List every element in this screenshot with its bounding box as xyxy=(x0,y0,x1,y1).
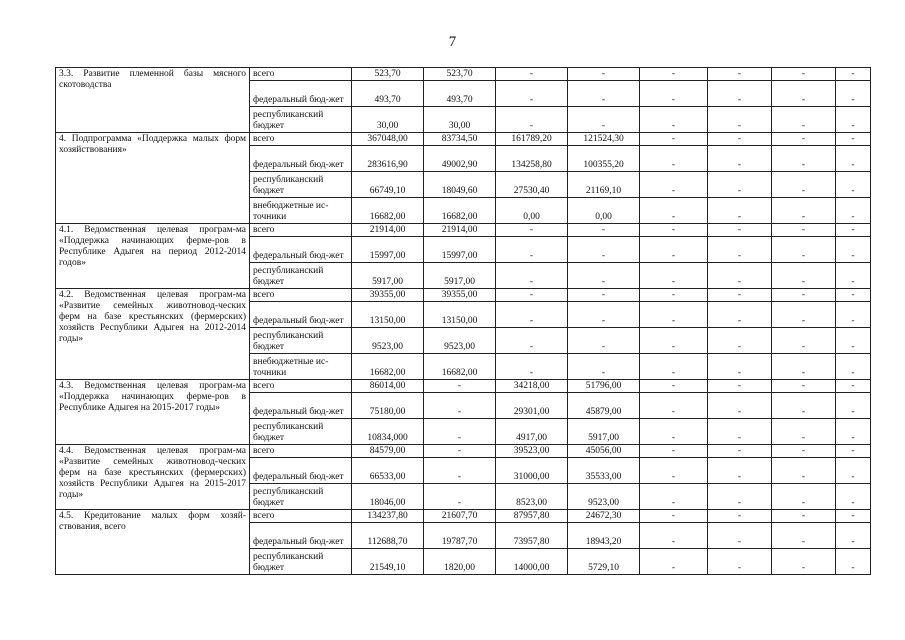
total-value: 5917,00 xyxy=(352,263,424,289)
value-cell: - xyxy=(836,393,871,419)
value-cell: 0,00 xyxy=(568,198,640,224)
value-cell: 39355,00 xyxy=(424,289,496,302)
funding-source: внебюджетные ис-точники xyxy=(250,198,352,224)
funding-source: всего xyxy=(250,224,352,237)
value-cell: - xyxy=(772,224,836,237)
value-cell: - xyxy=(424,380,496,393)
value-cell: - xyxy=(708,198,772,224)
value-cell: - xyxy=(568,328,640,354)
value-cell: - xyxy=(496,237,568,263)
value-cell: - xyxy=(708,354,772,380)
total-value: 10834,000 xyxy=(352,419,424,445)
value-cell: - xyxy=(708,172,772,198)
table-row xyxy=(56,289,871,302)
value-cell: - xyxy=(836,172,871,198)
total-value: 21914,00 xyxy=(352,224,424,237)
value-cell: - xyxy=(640,302,708,328)
value-cell: - xyxy=(708,263,772,289)
value-cell: 1820,00 xyxy=(424,549,496,575)
total-value: 84579,00 xyxy=(352,445,424,458)
total-value: 39355,00 xyxy=(352,289,424,302)
value-cell: 16682,00 xyxy=(424,354,496,380)
total-value: 66749,10 xyxy=(352,172,424,198)
funding-source: федеральный бюд-жет xyxy=(250,302,352,328)
table-row xyxy=(56,445,871,458)
value-cell: - xyxy=(836,484,871,510)
value-cell: - xyxy=(772,328,836,354)
program-name: 4.2. Ведомственная целевая програм-ма «Развитие семейных животновод-ческих ферм на базе крестьянских (фермерских) хозяйств Республики Адыгея на 2012-2014 годы» xyxy=(56,289,250,380)
value-cell: - xyxy=(640,224,708,237)
value-cell: 14000,00 xyxy=(496,549,568,575)
funding-source: всего xyxy=(250,133,352,146)
total-value: 30,00 xyxy=(352,107,424,133)
program-name: 4.5. Кредитование малых форм хозяй-ствования, всего xyxy=(56,510,250,575)
total-value: 18046,00 xyxy=(352,484,424,510)
value-cell: - xyxy=(640,523,708,549)
value-cell: - xyxy=(772,484,836,510)
value-cell: - xyxy=(772,289,836,302)
value-cell: 21607,70 xyxy=(424,510,496,523)
funding-source: всего xyxy=(250,510,352,523)
value-cell: - xyxy=(640,354,708,380)
value-cell: - xyxy=(640,198,708,224)
value-cell: - xyxy=(708,523,772,549)
value-cell: - xyxy=(640,419,708,445)
funding-source: республиканский бюджет xyxy=(250,263,352,289)
value-cell: - xyxy=(496,263,568,289)
value-cell: - xyxy=(424,484,496,510)
value-cell: 13150,00 xyxy=(424,302,496,328)
value-cell: - xyxy=(772,302,836,328)
value-cell: - xyxy=(708,393,772,419)
value-cell: 27530,40 xyxy=(496,172,568,198)
value-cell: - xyxy=(708,133,772,146)
funding-source: федеральный бюд-жет xyxy=(250,458,352,484)
value-cell: - xyxy=(568,289,640,302)
value-cell: - xyxy=(496,289,568,302)
value-cell: - xyxy=(708,458,772,484)
funding-source: всего xyxy=(250,289,352,302)
value-cell: - xyxy=(424,393,496,419)
value-cell: - xyxy=(772,393,836,419)
funding-source: республиканский бюджет xyxy=(250,549,352,575)
value-cell: - xyxy=(568,107,640,133)
value-cell: - xyxy=(708,549,772,575)
value-cell: - xyxy=(708,328,772,354)
funding-source: республиканский бюджет xyxy=(250,172,352,198)
value-cell: - xyxy=(708,302,772,328)
value-cell: - xyxy=(772,263,836,289)
value-cell: 5729,10 xyxy=(568,549,640,575)
value-cell: - xyxy=(836,68,871,81)
value-cell: 29301,00 xyxy=(496,393,568,419)
value-cell: - xyxy=(772,81,836,107)
value-cell: - xyxy=(836,237,871,263)
value-cell: - xyxy=(772,549,836,575)
value-cell: 15997,00 xyxy=(424,237,496,263)
funding-source: всего xyxy=(250,68,352,81)
value-cell: 18943,20 xyxy=(568,523,640,549)
value-cell: - xyxy=(496,328,568,354)
funding-source: республиканский бюджет xyxy=(250,419,352,445)
value-cell: - xyxy=(640,107,708,133)
value-cell: 39523,00 xyxy=(496,445,568,458)
value-cell: 9523,00 xyxy=(424,328,496,354)
value-cell: - xyxy=(568,224,640,237)
value-cell: - xyxy=(640,68,708,81)
funding-source: федеральный бюд-жет xyxy=(250,237,352,263)
total-value: 493,70 xyxy=(352,81,424,107)
table-row xyxy=(56,68,871,81)
value-cell: - xyxy=(772,198,836,224)
value-cell: - xyxy=(496,107,568,133)
value-cell: - xyxy=(640,484,708,510)
value-cell: - xyxy=(836,133,871,146)
value-cell: 83734,50 xyxy=(424,133,496,146)
value-cell: - xyxy=(836,198,871,224)
value-cell: 8523,00 xyxy=(496,484,568,510)
funding-source: федеральный бюд-жет xyxy=(250,523,352,549)
funding-source: федеральный бюд-жет xyxy=(250,81,352,107)
value-cell: - xyxy=(708,289,772,302)
funding-source: республиканский бюджет xyxy=(250,484,352,510)
value-cell: - xyxy=(568,68,640,81)
value-cell: 100355,20 xyxy=(568,146,640,172)
value-cell: - xyxy=(496,354,568,380)
value-cell: - xyxy=(772,237,836,263)
value-cell: 21914,00 xyxy=(424,224,496,237)
value-cell: - xyxy=(496,224,568,237)
value-cell: - xyxy=(424,458,496,484)
value-cell: - xyxy=(496,68,568,81)
value-cell: - xyxy=(640,172,708,198)
total-value: 66533,00 xyxy=(352,458,424,484)
value-cell: - xyxy=(836,263,871,289)
table-row xyxy=(56,510,871,523)
total-value: 9523,00 xyxy=(352,328,424,354)
value-cell: - xyxy=(496,302,568,328)
total-value: 86014,00 xyxy=(352,380,424,393)
value-cell: - xyxy=(836,146,871,172)
program-name: 4. Подпрограмма «Поддержка малых форм хозяйствования» xyxy=(56,133,250,224)
value-cell: - xyxy=(640,263,708,289)
value-cell: 5917,00 xyxy=(424,263,496,289)
value-cell: - xyxy=(708,380,772,393)
value-cell: - xyxy=(772,172,836,198)
value-cell: - xyxy=(836,328,871,354)
value-cell: - xyxy=(836,224,871,237)
funding-source: федеральный бюд-жет xyxy=(250,146,352,172)
value-cell: - xyxy=(772,523,836,549)
value-cell: - xyxy=(640,380,708,393)
value-cell: - xyxy=(640,549,708,575)
value-cell: - xyxy=(836,302,871,328)
funding-source: республиканский бюджет xyxy=(250,107,352,133)
value-cell: - xyxy=(708,146,772,172)
value-cell: 51796,00 xyxy=(568,380,640,393)
funding-source: всего xyxy=(250,380,352,393)
total-value: 523,70 xyxy=(352,68,424,81)
total-value: 16682,00 xyxy=(352,198,424,224)
value-cell: - xyxy=(772,458,836,484)
value-cell: 121524,30 xyxy=(568,133,640,146)
funding-source: внебюджетные ис-точники xyxy=(250,354,352,380)
funding-source: всего xyxy=(250,445,352,458)
value-cell: - xyxy=(424,445,496,458)
total-value: 15997,00 xyxy=(352,237,424,263)
value-cell: 35533,00 xyxy=(568,458,640,484)
table-row xyxy=(56,224,871,237)
funding-source: федеральный бюд-жет xyxy=(250,393,352,419)
value-cell: - xyxy=(708,484,772,510)
table-row xyxy=(56,380,871,393)
value-cell: 4917,00 xyxy=(496,419,568,445)
value-cell: 21169,10 xyxy=(568,172,640,198)
value-cell: - xyxy=(640,393,708,419)
total-value: 134237,80 xyxy=(352,510,424,523)
value-cell: 5917,00 xyxy=(568,419,640,445)
value-cell: - xyxy=(772,354,836,380)
value-cell: - xyxy=(772,133,836,146)
value-cell: 24672,30 xyxy=(568,510,640,523)
value-cell: 9523,00 xyxy=(568,484,640,510)
value-cell: - xyxy=(640,445,708,458)
value-cell: - xyxy=(836,107,871,133)
value-cell: - xyxy=(640,289,708,302)
value-cell: - xyxy=(772,445,836,458)
value-cell: 134258,80 xyxy=(496,146,568,172)
value-cell: 523,70 xyxy=(424,68,496,81)
table-row xyxy=(56,133,871,146)
value-cell: - xyxy=(708,237,772,263)
value-cell: 49002,90 xyxy=(424,146,496,172)
budget-table xyxy=(55,67,871,575)
total-value: 283616,90 xyxy=(352,146,424,172)
value-cell: - xyxy=(772,380,836,393)
page-number: 7 xyxy=(448,34,457,50)
value-cell: - xyxy=(836,445,871,458)
value-cell: - xyxy=(640,458,708,484)
value-cell: 0,00 xyxy=(496,198,568,224)
value-cell: 34218,00 xyxy=(496,380,568,393)
value-cell: - xyxy=(568,302,640,328)
value-cell: - xyxy=(772,146,836,172)
value-cell: - xyxy=(836,523,871,549)
value-cell: - xyxy=(708,68,772,81)
total-value: 75180,00 xyxy=(352,393,424,419)
value-cell: - xyxy=(708,107,772,133)
value-cell: - xyxy=(708,445,772,458)
value-cell: - xyxy=(640,237,708,263)
value-cell: - xyxy=(424,419,496,445)
value-cell: - xyxy=(836,419,871,445)
total-value: 21549,10 xyxy=(352,549,424,575)
value-cell: - xyxy=(772,510,836,523)
value-cell: - xyxy=(772,107,836,133)
value-cell: - xyxy=(496,81,568,107)
value-cell: - xyxy=(568,263,640,289)
value-cell: - xyxy=(640,133,708,146)
value-cell: 19787,70 xyxy=(424,523,496,549)
value-cell: - xyxy=(640,328,708,354)
value-cell: - xyxy=(836,354,871,380)
total-value: 367048,00 xyxy=(352,133,424,146)
value-cell: - xyxy=(772,419,836,445)
funding-source: республиканский бюджет xyxy=(250,328,352,354)
value-cell: 16682,00 xyxy=(424,198,496,224)
value-cell: 161789,20 xyxy=(496,133,568,146)
value-cell: - xyxy=(708,419,772,445)
total-value: 112688,70 xyxy=(352,523,424,549)
program-name: 3.3. Развитие племенной базы мясного скотоводства xyxy=(56,68,250,133)
value-cell: 87957,80 xyxy=(496,510,568,523)
value-cell: 18049,60 xyxy=(424,172,496,198)
value-cell: - xyxy=(640,510,708,523)
program-name: 4.1. Ведомственная целевая програм-ма «Поддержка начинающих ферме-ров в Республике Адыгея на период 2012-2014 годов» xyxy=(56,224,250,289)
total-value: 16682,00 xyxy=(352,354,424,380)
value-cell: - xyxy=(836,81,871,107)
value-cell: - xyxy=(568,354,640,380)
value-cell: 45879,00 xyxy=(568,393,640,419)
program-name: 4.3. Ведомственная целевая програм-ма «Поддержка начинающих ферме-ров в Республике Адыгея на 2015-2017 годы» xyxy=(56,380,250,445)
value-cell: - xyxy=(568,237,640,263)
value-cell: - xyxy=(772,68,836,81)
value-cell: - xyxy=(708,81,772,107)
value-cell: - xyxy=(568,81,640,107)
value-cell: 30,00 xyxy=(424,107,496,133)
value-cell: - xyxy=(708,510,772,523)
value-cell: 493,70 xyxy=(424,81,496,107)
value-cell: 73957,80 xyxy=(496,523,568,549)
value-cell: - xyxy=(640,146,708,172)
value-cell: - xyxy=(836,289,871,302)
value-cell: - xyxy=(708,224,772,237)
value-cell: - xyxy=(836,380,871,393)
value-cell: - xyxy=(640,81,708,107)
program-name: 4.4. Ведомственная целевая програм-ма «Развитие семейных животновод-ческих ферм на базе крестьянских (фермерских) хозяйств Республики Адыгея на 2015-2017 годы» xyxy=(56,445,250,510)
total-value: 13150,00 xyxy=(352,302,424,328)
value-cell: 31000,00 xyxy=(496,458,568,484)
value-cell: - xyxy=(836,510,871,523)
value-cell: - xyxy=(836,458,871,484)
value-cell: 45056,00 xyxy=(568,445,640,458)
value-cell: - xyxy=(836,549,871,575)
